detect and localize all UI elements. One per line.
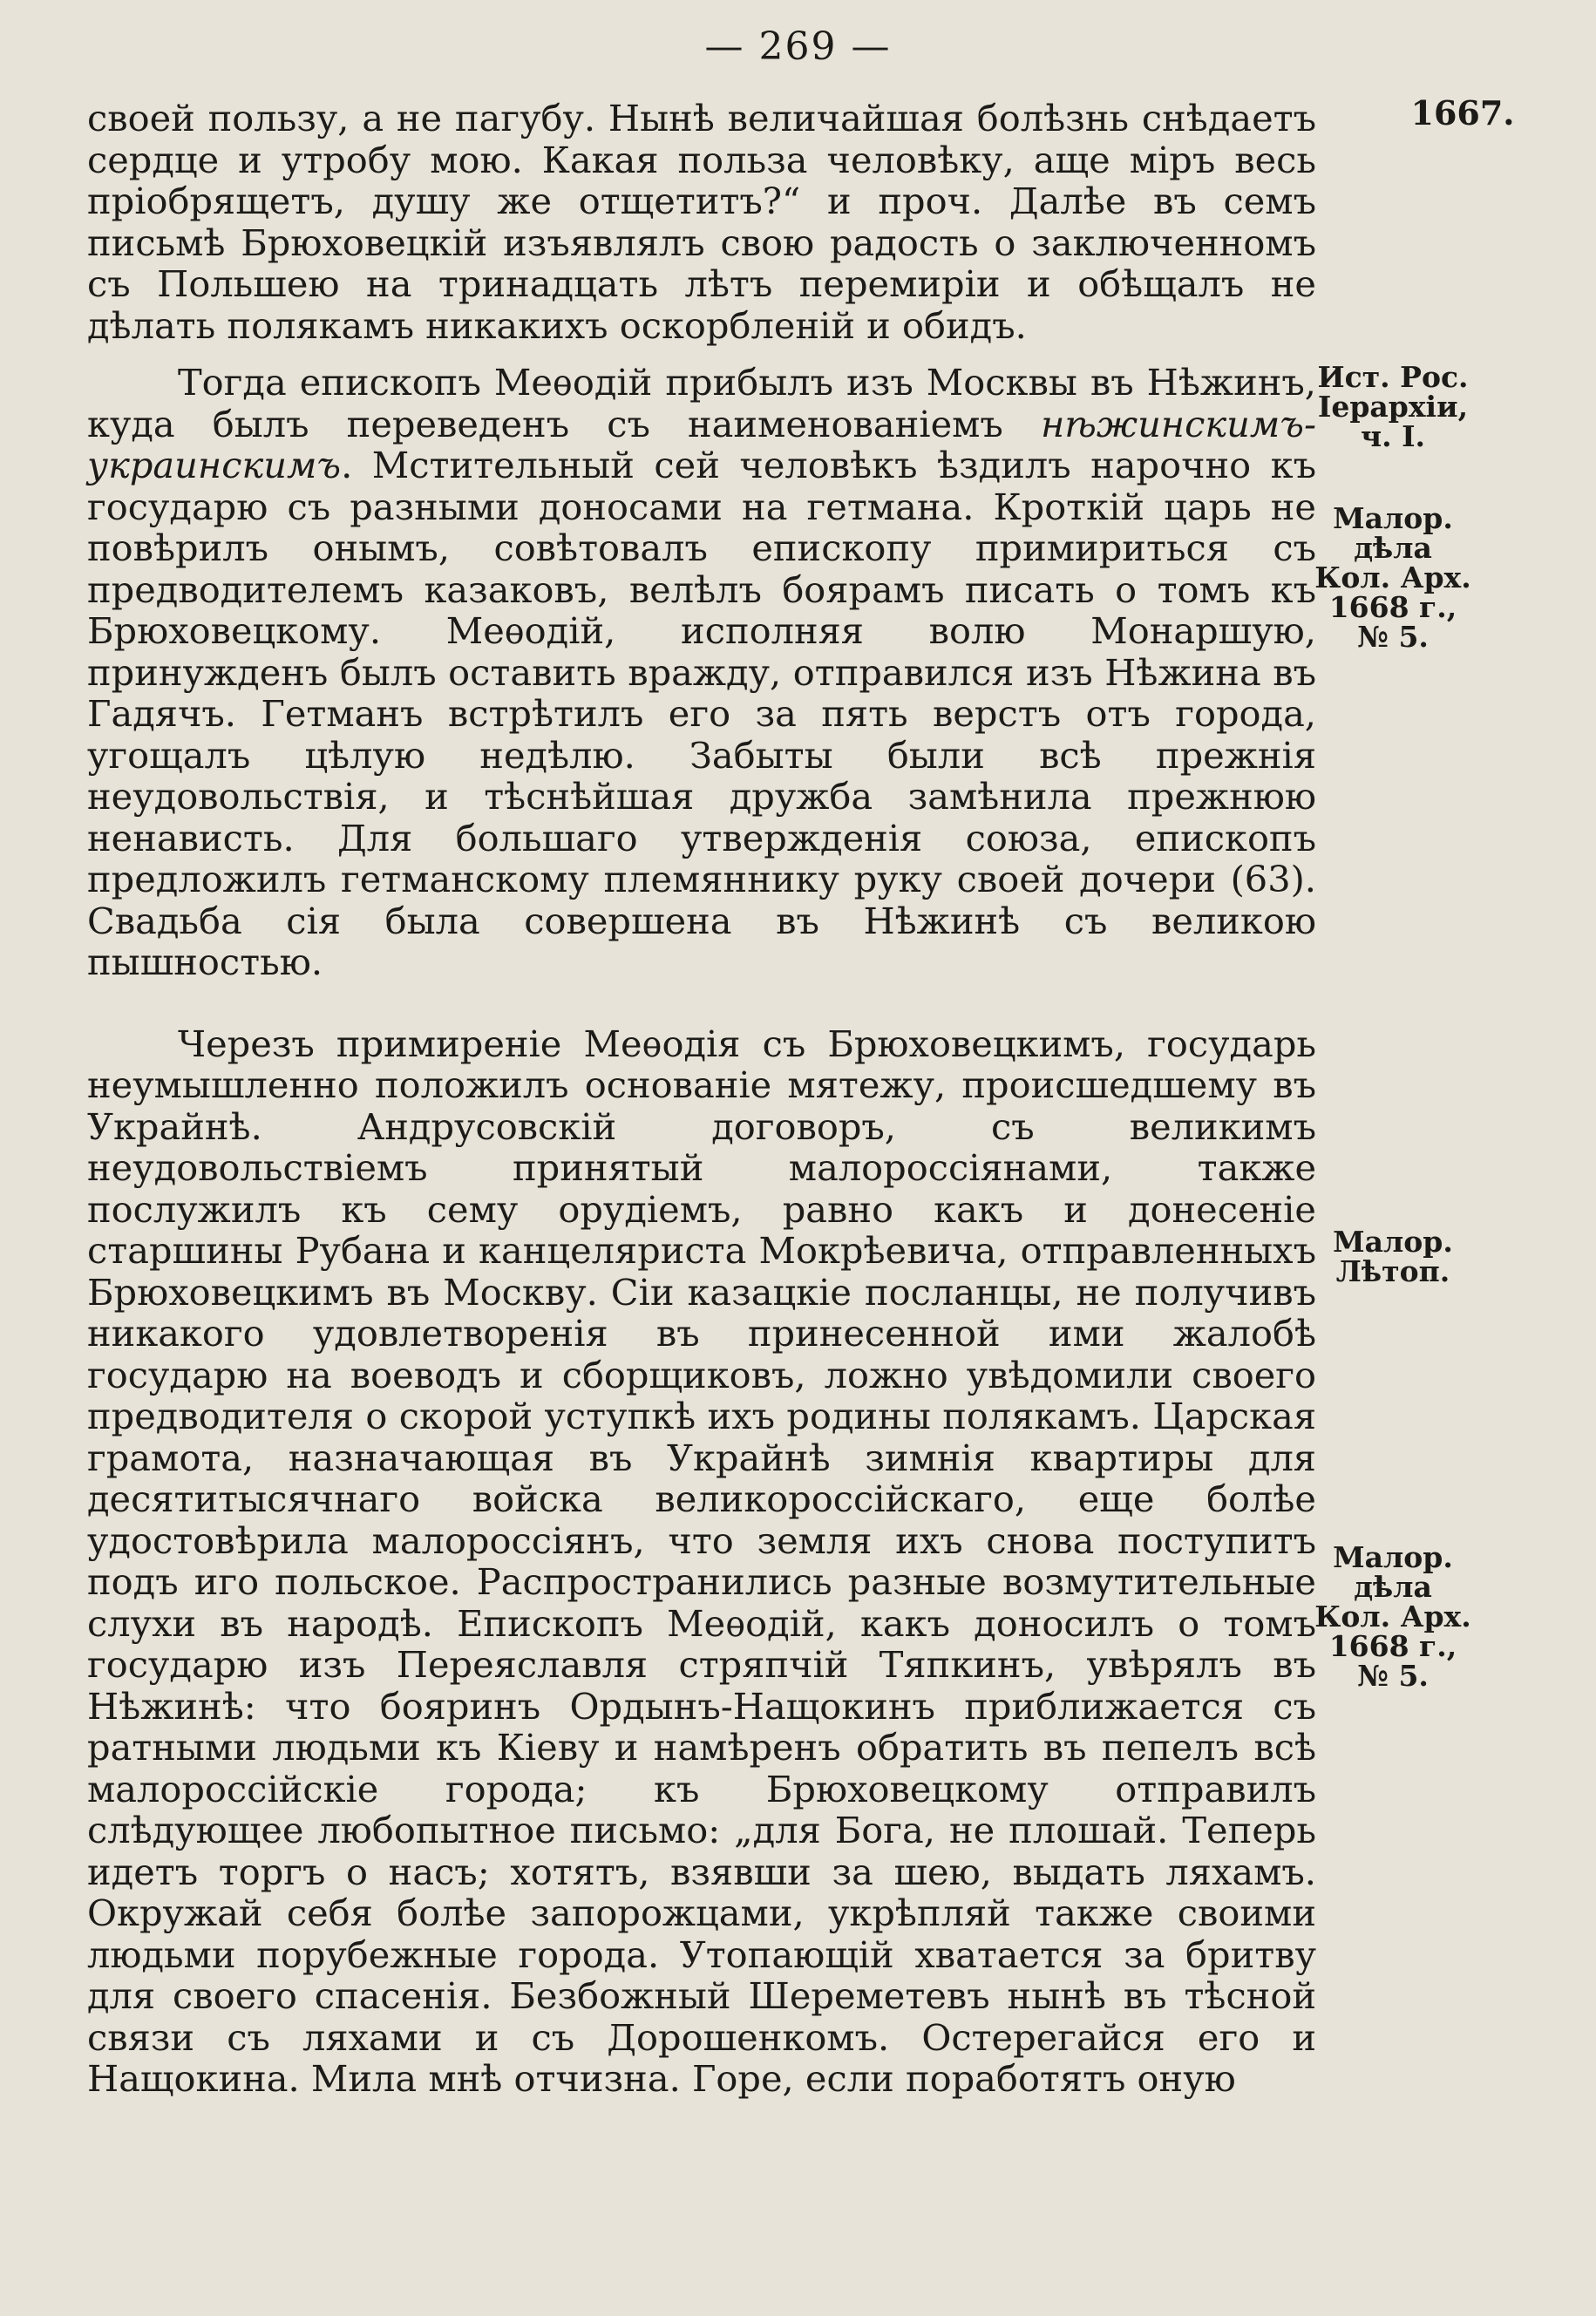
margin-year: 1667. (1410, 93, 1515, 132)
margin-note-2 (1314, 501, 1471, 654)
paragraph-3: Черезъ примиреніе Меѳодія съ Брюховецкимъ, государь неумышленно положилъ основаніе мятежу, происшедшему въ Украйнѣ. Андрусовскій договоръ, съ великимъ неудовольствіемъ принятый малороссіянами, также послужилъ къ сему орудіемъ, равно какъ и донесеніе старшины Рубана и канцеляриста Мокрѣевича, отправленныхъ Брюховецкимъ въ Москву. Сіи казацкіе посланцы, не получивъ никакого удовлетворенія въ принесенной ими жалобѣ государю на воеводъ и сборщиковъ, ложно увѣдомили своего предводителя о скорой уступкѣ ихъ родины полякамъ. Царская грамота, назначающая въ Украйнѣ зимнія квартиры для десятитысячнаго войска великороссійскаго, еще болѣе удостовѣрила малороссіянъ, что земля ихъ снова поступитъ подъ иго польское. Распространились разные возмутительные слухи въ народѣ. Епископъ Меѳодій, какъ доносилъ о томъ государю изъ Переяславля стряпчій Тяпкинъ, увѣрялъ въ Нѣжинѣ: что бояринъ Ордынъ-Нащокинъ приближается съ ратными людьми къ Кіеву и намѣренъ обратить въ пепелъ всѣ малороссійскіе города; къ Брюховецкому отправилъ слѣдующее любопытное письмо: „для Бога, не плошай. Теперь идетъ торгъ о насъ; хотятъ, взявши за шею, выдать ляхамъ. Окружай себя болѣе запорожцами, укрѣпляй также своими людьми порубежные города. Утопающій хватается за бритву для своего спасенія. Безбожный Шереметевъ нынѣ въ тѣсной связи съ ляхами и съ Дорошенкомъ. Остерегайся его и Нащокина. Мила мнѣ отчизна. Горе, если поработятъ оную (87, 1022, 1316, 2100)
margin-note-4-line-5: № 5. (1357, 1659, 1429, 1693)
paragraph-2-text-b: . Мстительный сей человѣкъ ѣздилъ нарочно къ государю съ разными доносами на гетмана. Кроткій царь не повѣрилъ онымъ, совѣтовалъ епископу примириться съ предводителемъ казаковъ, велѣлъ боярамъ писать о томъ къ Брюховецкому. Меѳодій, исполняя волю Монаршую, принужденъ былъ оставить вражду, отправился изъ Нѣжина въ Гадячъ. Гетманъ встрѣтилъ его за пять верстъ отъ города, угощалъ цѣлую недѣлю. Забыты были всѣ прежнія неудовольствія, и тѣснѣйшая дружба замѣнила прежнюю ненависть. Для большаго утвержденія союза, епископъ предложилъ гетманскому племяннику руку своей дочери (63). Свадьба сія была совершена въ Нѣжинѣ съ великою пышностью. (87, 444, 1316, 983)
margin-note-4-line-3: Кол. Арх. (1314, 1599, 1471, 1633)
margin-note-3-line-1: Малор. (1333, 1225, 1453, 1259)
paragraph-2 (87, 362, 1316, 983)
paragraph-2-text-a: Тогда епископъ Меѳодій прибылъ изъ Москвы въ Нѣжинъ, куда былъ переведенъ съ наименованіемъ (87, 361, 1316, 445)
margin-note-2-line-3: Кол. Арх. (1314, 560, 1471, 594)
margin-note-3-line-2: Лѣтоп. (1335, 1254, 1450, 1288)
paragraph-2-italic-title: нѣжинскимъ-украинскимъ (87, 402, 1316, 486)
margin-note-2-line-2: дѣла (1354, 531, 1432, 565)
margin-note-2-line-4: 1668 г., (1328, 590, 1457, 624)
margin-note-4-line-1: Малор. (1333, 1540, 1453, 1574)
paragraph-1: своей пользу, а не пагубу. Нынѣ величайшая болѣзнь снѣдаетъ сердце и утробу мою. Какая польза человѣку, аще міръ весь пріобрящетъ, душу же отщетитъ?“ и проч. Далѣе въ семъ письмѣ Брюховецкій изъявлялъ свою радость о заключенномъ съ Польшею на тринадцать лѣтъ перемиріи и обѣщалъ не дѣлать полякамъ никакихъ оскорбленій и обидъ. (87, 97, 1316, 347)
margin-note-4-line-2: дѣла (1354, 1570, 1432, 1604)
margin-note-4-line-4: 1668 г., (1328, 1629, 1457, 1663)
margin-note-1-line-1: Ист. Рос. (1317, 360, 1469, 394)
margin-note-3 (1314, 1227, 1471, 1287)
page-number: — 269 — (704, 24, 892, 69)
margin-note-4 (1314, 1540, 1471, 1693)
margin-note-2-line-5: № 5. (1357, 620, 1429, 654)
margin-note-1-line-2: Іерархіи, (1317, 390, 1469, 424)
margin-note-1-line-3: ч. I. (1360, 419, 1426, 453)
margin-note-1 (1314, 360, 1471, 453)
margin-note-2-line-1: Малор. (1333, 501, 1453, 535)
main-text-column (87, 98, 1316, 2100)
